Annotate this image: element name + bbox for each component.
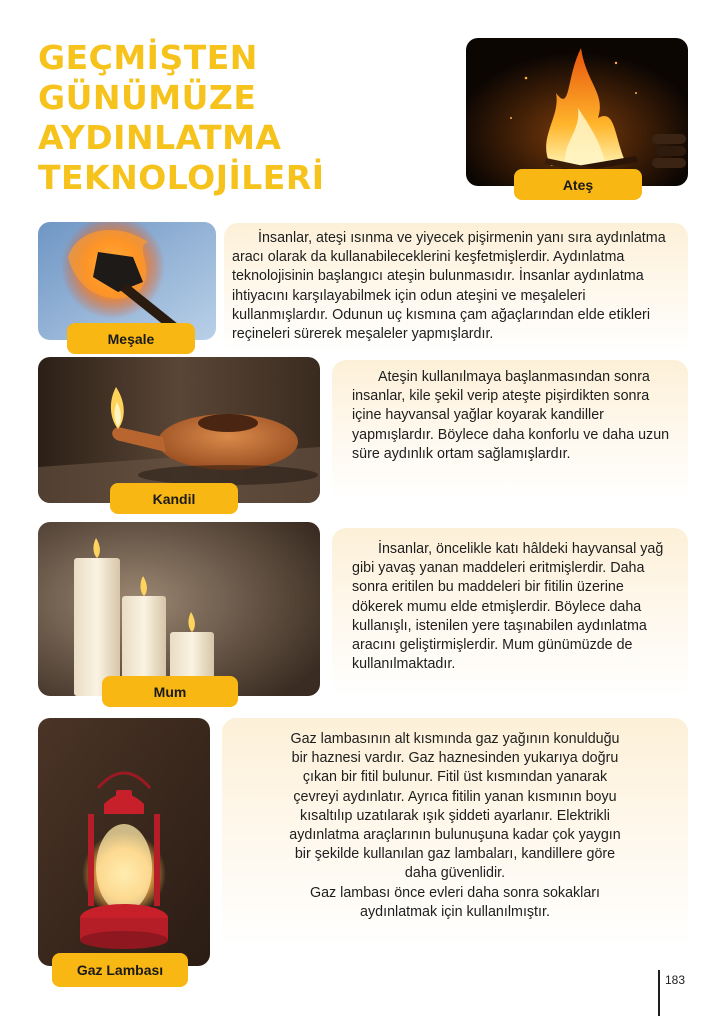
paragraph: İnsanlar, ateşi ısınma ve yiyecek pişirmenin yanı sıra aydınlatma aracı olarak da kullanabileceklerini keşfetmişlerdir. Aydınlatma teknolojisinin başlangıcı ateşin bulunmasıdır. İnsanlar aydınlatma ihtiyacını karşılayabilmek için odun ateşini ve meşaleleri kullanmışlardır. Odunun uç kısmına çam ağaçlarından elde etikleri reçineleri sürerek meşaleler yapmışlardır.	[232, 230, 666, 343]
label-gaz-lambasi: Gaz Lambası	[52, 953, 188, 987]
title-line: GEÇMİŞTEN	[38, 38, 258, 77]
page-title	[38, 38, 398, 198]
text-mum	[332, 528, 688, 698]
label-ates: Ateş	[514, 169, 642, 200]
candles-photo	[38, 522, 320, 696]
label-kandil: Kandil	[110, 483, 238, 514]
paragraph: Gaz lambasının alt kısmında gaz yağının konulduğu bir haznesi vardır. Gaz haznesinden yukarıya doğru çıkan bir fitil bulunur. Fitil üst kısmından yanarak çevreyi aydınlatır. Ayrıca fitilin yanan kısmının boyu kısaltılıp uzatılarak ışık şiddeti ayarlanır. Elektrikli aydınlatma araçlarının bulunuşuna kadar çok yaygın bir şekilde kullanılan gaz lambaları, kandillere göre daha güvenlidir.	[289, 731, 621, 882]
label-mesale: Meşale	[67, 323, 195, 354]
title-line: AYDINLATMA	[38, 118, 282, 157]
text-gaz-lambasi	[222, 718, 688, 948]
title-line: GÜNÜMÜZE	[38, 78, 257, 117]
page-number-divider	[658, 970, 660, 1016]
kerosene-lamp-photo	[38, 718, 210, 966]
paragraph: Gaz lambası önce evleri daha sonra sokakları aydınlatmak için kullanılmıştır.	[309, 884, 601, 920]
paragraph: Ateşin kullanılmaya başlanmasından sonra insanlar, kile şekil verip ateşte pişirdikten sonra içine hayvansal yağlar koyarak kandiller yapmışlardır. Böylece daha konforlu ve daha uzun süre aydınlık ortam sağlamışlardır.	[352, 369, 670, 462]
bonfire-photo	[466, 38, 688, 186]
text-kandil	[332, 360, 688, 500]
page-number: 183	[665, 973, 686, 987]
label-mum: Mum	[102, 676, 238, 707]
paragraph: İnsanlar, öncelikle katı hâldeki hayvansal yağ gibi yavaş yanan maddeleri eritmişlerdir. Daha sonra eritilen bu maddeleri bir fitilin üzerine dökerek mumu elde etmişlerdir. Böylece daha kullanışlı, istenilen yere taşınabilen aydınlatma aracını geliştirmişlerdir. Mum günümüzde de kullanılmaktadır.	[352, 541, 664, 673]
oil-lamp-photo	[38, 357, 320, 503]
text-mesale	[224, 223, 688, 353]
title-line: TEKNOLOJİLERİ	[38, 158, 325, 197]
